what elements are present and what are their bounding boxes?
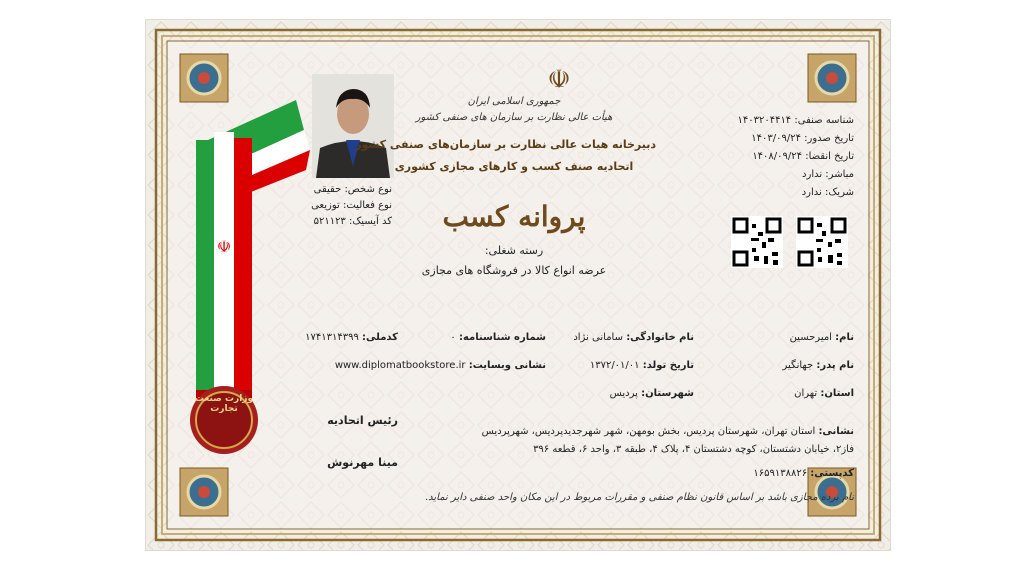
signature-name: مینا مهرنوش bbox=[327, 456, 398, 469]
category-label: رسته شغلی: bbox=[484, 244, 544, 257]
svg-text:☫: ☫ bbox=[216, 237, 232, 256]
qr-code-icon bbox=[796, 216, 848, 268]
corner-ornament-icon bbox=[180, 468, 228, 516]
qr-code-icon bbox=[731, 216, 783, 268]
svg-text:☫: ☫ bbox=[547, 65, 571, 95]
birth-date-field: تاریخ تولد: ۱۳۷۲/۰۱/۰۱ bbox=[589, 360, 694, 371]
category-value: عرضه انواع کالا در فروشگاه های مجازی bbox=[421, 264, 607, 277]
website-field: نشانی وبسایت: www.diplomatbookstore.ir bbox=[334, 360, 546, 371]
id-number-field: شماره شناسنامه: ۰ bbox=[450, 332, 546, 343]
last-name-field: نام خانوادگی: سامانی نژاد bbox=[573, 332, 694, 343]
agent: مباشر: ندارد bbox=[802, 169, 854, 180]
corner-ornament-icon bbox=[180, 54, 228, 102]
corner-ornament-icon bbox=[808, 54, 856, 102]
seal-text: وزارت صنعت تجارت bbox=[194, 394, 254, 415]
guild-id: شناسه صنفی: ۱۴۰۳۲۰۴۴۱۴ bbox=[737, 115, 854, 126]
expiry-date: تاریخ انقضا: ۱۴۰۸/۰۹/۲۴ bbox=[752, 151, 854, 162]
partner: شریک: ندارد bbox=[801, 187, 854, 198]
first-name-field: نام: امیرحسین bbox=[789, 332, 854, 343]
license-certificate bbox=[146, 20, 890, 550]
person-type: نوع شخص: حقیقی bbox=[313, 184, 392, 195]
isic-code: کد آیسیک: ۵۲۱۱۲۳ bbox=[313, 216, 392, 227]
national-code-field: کدملی: ۱۷۴۱۳۱۴۳۹۹ bbox=[305, 332, 398, 343]
address-line2: فاز۲، خیابان دشتستان، کوچه دشتستان ۴، پلاک ۴، طبقه ۳، واحد ۶، قطعه ۳۹۶ bbox=[533, 444, 854, 455]
footer-note: نام برده مجازی باشد بر اساس قانون نظام صنفی و مقررات مربوط در این مکان واحد صنفی دایر نماید. bbox=[424, 492, 854, 503]
address-field: نشانی: استان تهران، شهرستان پردیس، بخش بومهن، شهر شهرجدیدپردیس، شهرپردیس bbox=[481, 426, 854, 437]
postal-code-field: کدپستی: ۱۶۵۹۱۳۸۸۲۶ bbox=[753, 468, 854, 479]
secretariat-text: دبیرخانه هیات عالی نظارت بر سازمان‌های صنفی کشور bbox=[355, 138, 656, 151]
page-title: پروانه کسب bbox=[442, 200, 586, 233]
signature-role: رئیس اتحادیه bbox=[327, 414, 398, 427]
province-field: استان: تهران bbox=[794, 388, 854, 399]
board-text: هیأت عالی نظارت بر سازمان های صنفی کشور bbox=[415, 112, 613, 123]
union-text: اتحادیه صنف کسب و کارهای مجازی کشوری bbox=[394, 160, 634, 173]
emblem-icon bbox=[547, 65, 570, 95]
issue-date: تاریخ صدور: ۱۴۰۳/۰۹/۲۴ bbox=[751, 133, 854, 144]
activity-type: نوع فعالیت: توزیعی bbox=[311, 200, 392, 211]
father-name-field: نام پدر: جهانگیر bbox=[782, 360, 854, 371]
republic-text: جمهوری اسلامی ایران bbox=[467, 96, 561, 107]
city-field: شهرستان: پردیس bbox=[609, 388, 694, 399]
